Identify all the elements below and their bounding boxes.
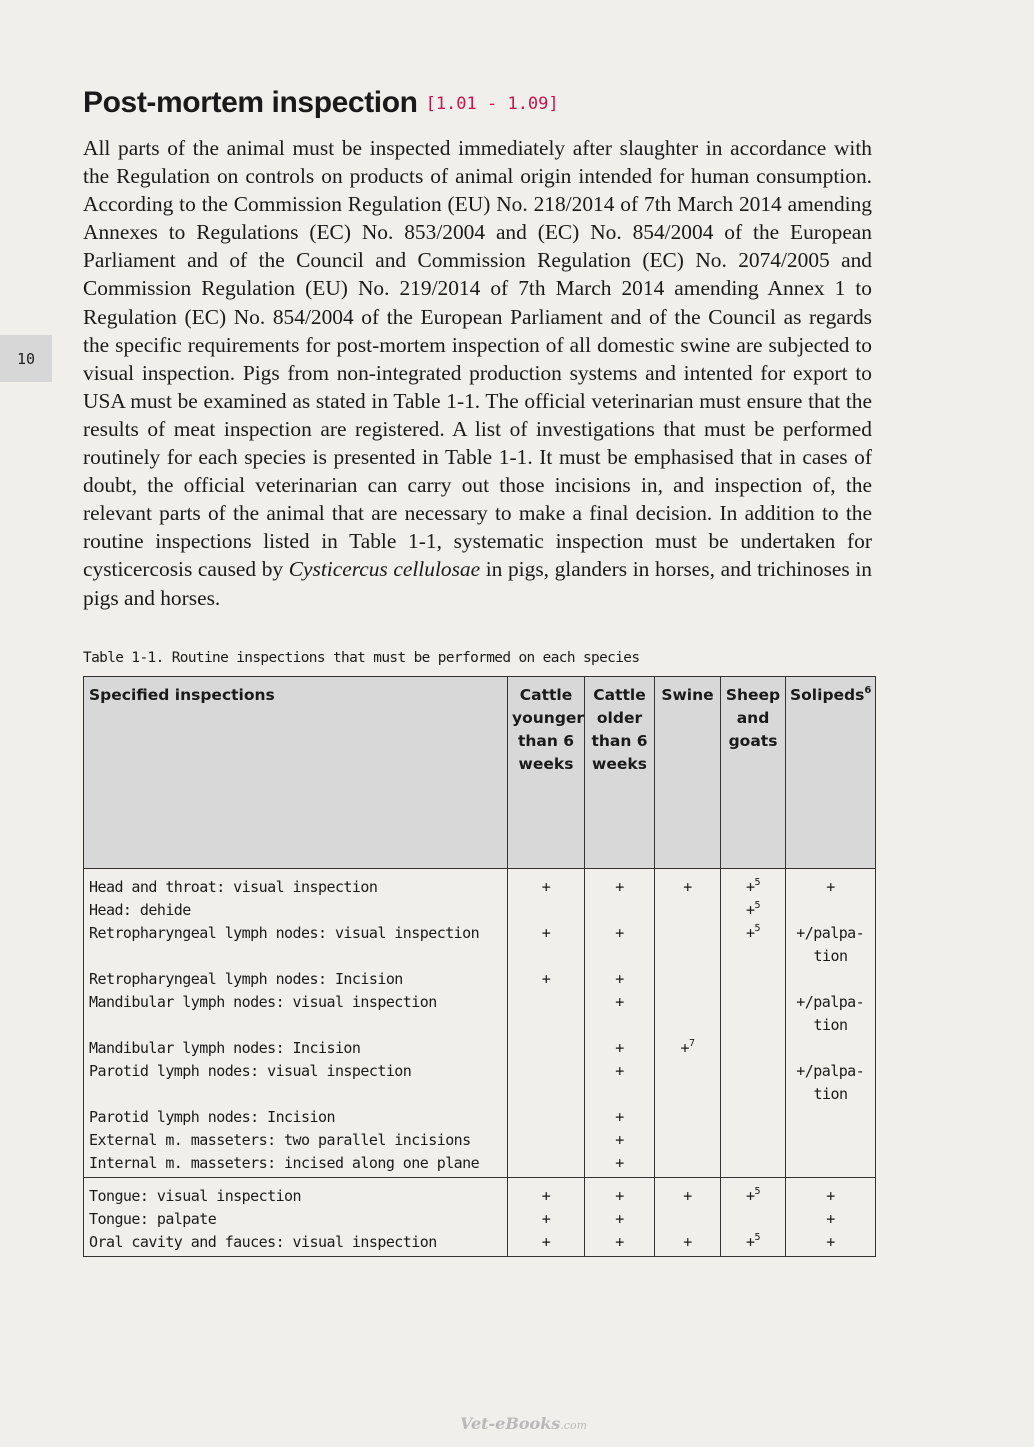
cell-cattle-young xyxy=(510,922,582,968)
cell-value: + xyxy=(826,1210,835,1228)
inspection-name: Parotid lymph nodes: Incision xyxy=(89,1108,335,1126)
cell-value: + xyxy=(615,993,624,1011)
cell-value: + xyxy=(615,1154,624,1172)
cell-value: + xyxy=(826,1187,835,1205)
cell-sheep xyxy=(723,968,783,991)
footnote-marker: 7 xyxy=(689,1038,695,1049)
sheep-goats-column xyxy=(721,869,786,1178)
inspections-table xyxy=(83,676,876,1257)
cell-value: + xyxy=(826,878,835,896)
cell-sheep xyxy=(723,876,783,899)
inspection-name: Retropharyngeal lymph nodes: visual inspection xyxy=(89,924,480,942)
cell-value: + xyxy=(680,1039,689,1057)
cell-cattle-young xyxy=(510,1185,582,1208)
cell-cattle-old xyxy=(587,991,652,1037)
cattle-younger-column xyxy=(508,1178,585,1257)
cell-sheep xyxy=(723,1208,783,1231)
cell-sheep xyxy=(723,1060,783,1106)
footnote-marker: 6 xyxy=(864,684,872,696)
cell-cattle-young xyxy=(510,899,582,922)
cell-cattle-young xyxy=(510,876,582,899)
cell-value: + xyxy=(746,1187,755,1205)
cell-value: +/palpation xyxy=(796,1062,865,1103)
cell-value: + xyxy=(615,1187,624,1205)
body-paragraph xyxy=(83,134,872,612)
section-title: Post-mortem inspection xyxy=(83,86,418,119)
cell-value: + xyxy=(541,1210,551,1228)
header-sheep-goats: Sheep and goats xyxy=(721,677,786,869)
watermark-suffix: .com xyxy=(560,1419,588,1432)
inspection-name: Retropharyngeal lymph nodes: Incision xyxy=(89,970,403,988)
cell-value: + xyxy=(746,924,755,942)
cell-sheep xyxy=(723,922,783,968)
cell-value: + xyxy=(746,878,755,896)
cell-cattle-old xyxy=(587,876,652,899)
inspection-name: Oral cavity and fauces: visual inspection xyxy=(89,1233,437,1251)
header-swine: Swine xyxy=(655,677,721,869)
cell-solipeds xyxy=(788,968,873,991)
cell-cattle-old xyxy=(587,922,652,968)
table-group-tongue xyxy=(84,1178,876,1257)
cell-solipeds xyxy=(788,1060,873,1106)
footnote-marker: 5 xyxy=(754,923,760,934)
cell-value: + xyxy=(826,1233,835,1251)
inspection-name: External m. masseters: two parallel incisions xyxy=(89,1131,471,1149)
inspection-name: Parotid lymph nodes: visual inspection xyxy=(89,1062,412,1080)
inspection-names-column xyxy=(84,869,508,1178)
solipeds-column xyxy=(786,869,876,1178)
cattle-older-column xyxy=(585,869,655,1178)
cell-value: + xyxy=(683,1233,692,1251)
watermark-logo xyxy=(460,1414,587,1433)
cell-cattle-old xyxy=(587,1129,652,1152)
header-cattle-older: Cattle older than 6 weeks xyxy=(585,677,655,869)
cell-cattle-young xyxy=(510,1037,582,1060)
inspection-name: Head: dehide xyxy=(89,901,191,919)
cell-value: + xyxy=(541,1233,551,1251)
cell-solipeds xyxy=(788,1208,873,1231)
cell-cattle-old xyxy=(587,1152,652,1175)
cell-swine xyxy=(657,876,718,899)
cell-value: + xyxy=(615,1210,624,1228)
cell-value: + xyxy=(615,1062,624,1080)
paragraph-text: All parts of the animal must be inspected immediately after slaughter in accordance with the Regulation on controls on products of animal origin intended for human consumption. According to the Commission Regulation (EU) No. 218/2014 of 7th March 2014 amending Annexes to Regulations (EC) No. 853/2004 and (EC) No. 854/2004 of the European Parliament and of the Council and Commission Regulation (EC) No. 2074/2005 and Commission Regulation (EU) No. 219/2014 of 7th March 2014 amending Annex 1 to Regulation (EC) No. 854/2004 of the European Parliament and of the Council as regards the specific requirements for post-mortem inspection of all domestic swine are subjected to visual inspection. Pigs from non-integrated production systems and intented for export to USA must be examined as stated in Table 1-1. The official veterinarian must ensure that the results of meat inspection are registered. A list of investigations that must be performed routinely for each species is presented in Table 1-1. It must be emphasised that in cases of doubt, the official veterinarian can carry out those incisions in, and inspection of, the relevant parts of the animal that are necessary to make a final decision. In addition to the routine inspections listed in Table 1-1, systematic inspection must be undertaken for cysticercosis caused by xyxy=(83,136,872,582)
cell-solipeds xyxy=(788,1129,873,1152)
footnote-marker: 5 xyxy=(754,900,760,911)
cell-value: + xyxy=(615,1233,624,1251)
cell-value: + xyxy=(615,924,624,942)
cell-cattle-young xyxy=(510,968,582,991)
cell-sheep xyxy=(723,1231,783,1254)
cell-cattle-old xyxy=(587,968,652,991)
cell-value: + xyxy=(615,1131,624,1149)
cell-cattle-young xyxy=(510,1208,582,1231)
cell-value: + xyxy=(683,878,692,896)
footnote-marker: 5 xyxy=(754,1186,760,1197)
cell-value: + xyxy=(541,924,551,942)
cell-sheep xyxy=(723,1129,783,1152)
cell-solipeds xyxy=(788,1152,873,1175)
footnote-marker: 5 xyxy=(754,1232,760,1243)
cell-sheep xyxy=(723,899,783,922)
cell-swine xyxy=(657,1060,718,1106)
cell-swine xyxy=(657,1152,718,1175)
inspection-name: Internal m. masseters: incised along one plane xyxy=(89,1154,480,1172)
section-reference: [1.01 - 1.09] xyxy=(425,94,559,114)
cell-solipeds xyxy=(788,991,873,1037)
cell-swine xyxy=(657,1106,718,1129)
cell-solipeds xyxy=(788,1037,873,1060)
cell-value: + xyxy=(746,1233,755,1251)
header-solipeds xyxy=(786,677,876,869)
cell-swine xyxy=(657,968,718,991)
cell-cattle-old xyxy=(587,1185,652,1208)
cell-solipeds xyxy=(788,1231,873,1254)
cell-cattle-young xyxy=(510,1060,582,1106)
cell-cattle-young xyxy=(510,1106,582,1129)
cell-cattle-young xyxy=(510,991,582,1037)
cell-value: +/palpation xyxy=(796,924,865,965)
header-cattle-younger: Cattle younger than 6 weeks xyxy=(508,677,585,869)
cell-cattle-young xyxy=(510,1231,582,1254)
page-number: 10 xyxy=(16,349,36,368)
cell-solipeds xyxy=(788,899,873,922)
cell-cattle-old xyxy=(587,1106,652,1129)
cell-swine xyxy=(657,1231,718,1254)
watermark-text: Vet-eBooks xyxy=(460,1414,561,1433)
cell-value: + xyxy=(541,1187,551,1205)
cattle-older-column xyxy=(585,1178,655,1257)
solipeds-column xyxy=(786,1178,876,1257)
cell-sheep xyxy=(723,991,783,1037)
sheep-goats-column xyxy=(721,1178,786,1257)
table-caption: Table 1-1. Routine inspections that must be performed on each species xyxy=(83,650,640,666)
cell-swine xyxy=(657,899,718,922)
inspection-names-column xyxy=(84,1178,508,1257)
footnote-marker: 5 xyxy=(754,877,760,888)
cell-value: + xyxy=(746,901,755,919)
cell-sheep xyxy=(723,1152,783,1175)
inspection-name: Head and throat: visual inspection xyxy=(89,878,378,896)
swine-column xyxy=(655,869,721,1178)
cell-cattle-old xyxy=(587,1060,652,1106)
cell-swine xyxy=(657,1208,718,1231)
cell-solipeds xyxy=(788,1106,873,1129)
table-group-head xyxy=(84,869,876,1178)
table-header-row xyxy=(84,677,876,869)
inspection-name: Tongue: visual inspection xyxy=(89,1187,302,1205)
cell-value: +/palpation xyxy=(796,993,865,1034)
table-row xyxy=(84,869,876,1178)
table-row xyxy=(84,1178,876,1257)
paragraph-text-end: in pigs, glanders in horses, and trichinoses in pigs and horses. xyxy=(83,557,873,610)
cell-cattle-old xyxy=(587,1231,652,1254)
header-solipeds-label: Solipeds xyxy=(790,686,865,704)
cell-swine xyxy=(657,1129,718,1152)
cattle-younger-column xyxy=(508,869,585,1178)
cell-value: + xyxy=(541,878,551,896)
cell-cattle-young xyxy=(510,1129,582,1152)
cell-cattle-old xyxy=(587,1208,652,1231)
cell-swine xyxy=(657,922,718,968)
cell-cattle-young xyxy=(510,1152,582,1175)
cell-cattle-old xyxy=(587,899,652,922)
cell-value: + xyxy=(615,1108,624,1126)
cell-swine xyxy=(657,1185,718,1208)
paragraph-italic-term: Cysticercus cellulosae xyxy=(288,557,481,582)
cell-cattle-old xyxy=(587,1037,652,1060)
cell-value: + xyxy=(541,970,551,988)
inspection-name: Tongue: palpate xyxy=(89,1210,217,1228)
cell-solipeds xyxy=(788,1185,873,1208)
inspection-name: Mandibular lymph nodes: visual inspection xyxy=(89,993,437,1011)
header-specified-inspections: Specified inspections xyxy=(84,677,508,869)
cell-value: + xyxy=(615,1039,624,1057)
section-heading xyxy=(83,86,559,120)
cell-swine xyxy=(657,1037,718,1060)
cell-value: + xyxy=(683,1187,692,1205)
swine-column xyxy=(655,1178,721,1257)
cell-solipeds xyxy=(788,876,873,899)
cell-sheep xyxy=(723,1037,783,1060)
inspection-name: Mandibular lymph nodes: Incision xyxy=(89,1039,361,1057)
cell-swine xyxy=(657,991,718,1037)
cell-solipeds xyxy=(788,922,873,968)
cell-sheep xyxy=(723,1185,783,1208)
cell-value: + xyxy=(615,970,624,988)
page-number-tab xyxy=(0,335,52,382)
cell-value: + xyxy=(615,878,624,896)
cell-sheep xyxy=(723,1106,783,1129)
